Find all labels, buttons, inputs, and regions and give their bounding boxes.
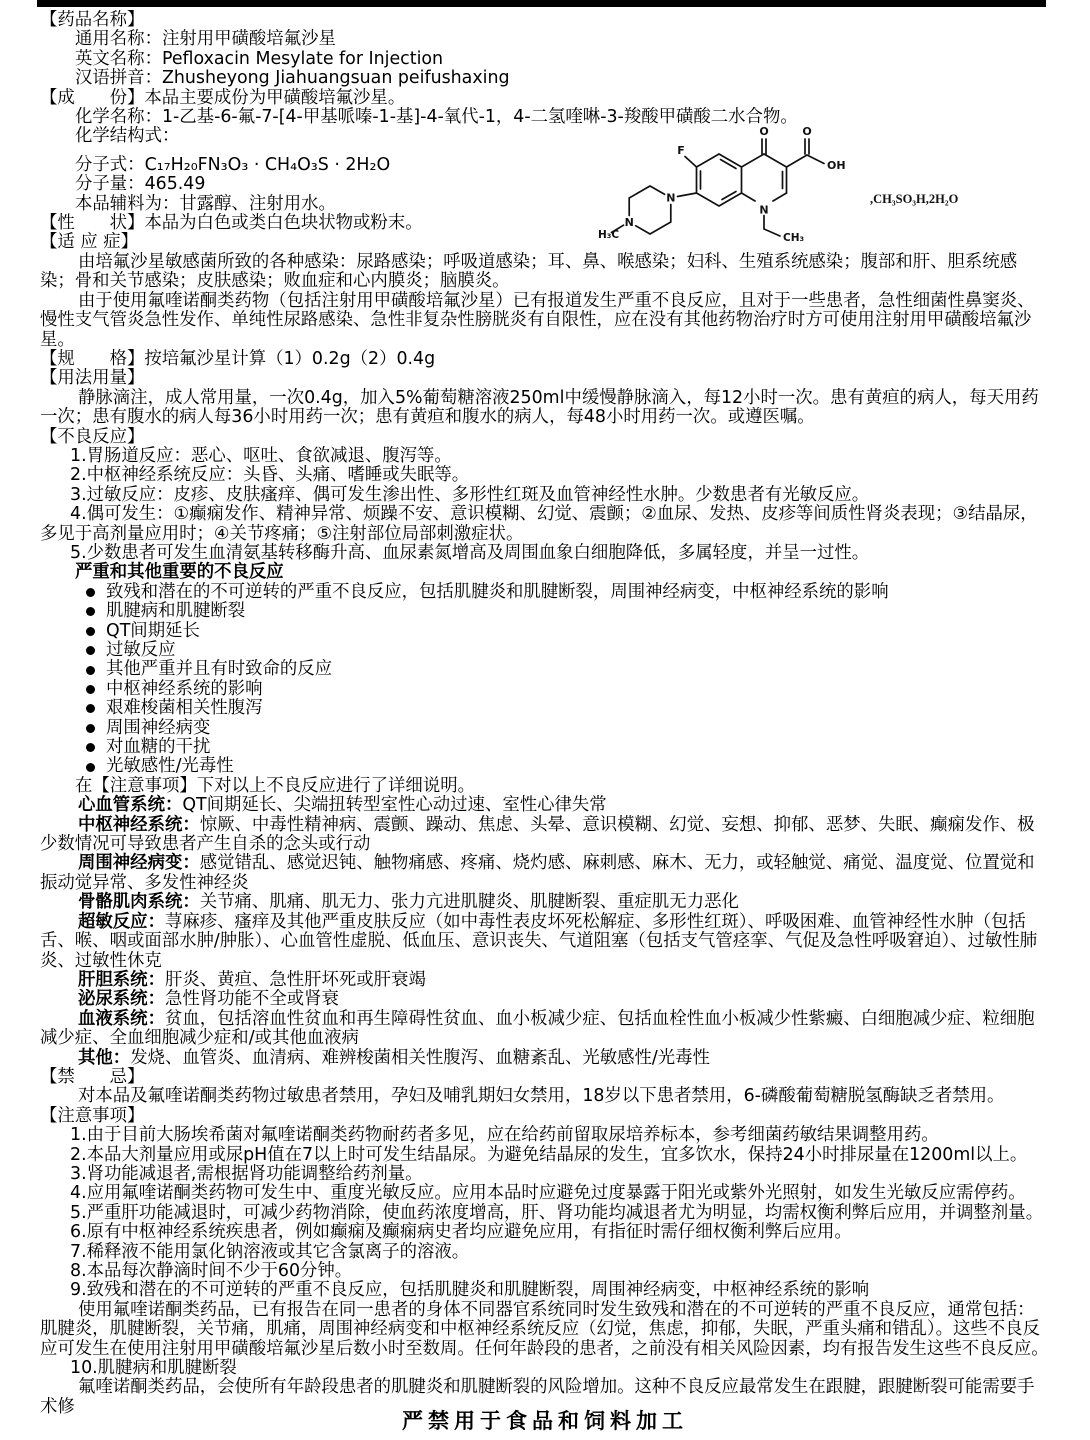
adr-bullet-item xyxy=(40,680,1050,699)
header-strength: 【规 格】按培氟沙星计算（1）0.2g（2）0.4g xyxy=(40,348,436,369)
precaution-item-9: 9.致残和潜在的不可逆转的严重不良反应，包括肌腱炎和肌腱断裂，周围神经病变，中枢神经系统的影响 xyxy=(70,1280,870,1301)
adr-bullet-item xyxy=(40,602,1050,621)
adr-system-text: 惊厥、中毒性精神病、震颤、躁动、焦虑、头晕、意识模糊、幻觉、妄想、抑郁、恶梦、失眠、癫痫发作、极少数情况可导致患者产生自杀的念头或行动 xyxy=(40,814,1035,855)
adr-bullet-text: 艰难梭菌相关性腹泻 xyxy=(106,698,263,719)
header-composition: 【成 份】本品主要成份为甲磺酸培氟沙星。 xyxy=(40,87,406,108)
adr-bullet-text: 中枢神经系统的影响 xyxy=(106,678,263,699)
adr-bullet-text: 致残和潜在的不可逆转的严重不良反应，包括肌腱炎和肌腱断裂，周围神经病变，中枢神经系统的影响 xyxy=(106,581,889,602)
line-generic-name: 通用名称：注射用甲磺酸培氟沙星 xyxy=(75,29,336,50)
adverse-item-3: 3.过敏反应：皮疹、皮肤瘙痒、偶可发生渗出性、多形性红斑及血管神经性水肿。少数患者有光敏反应。 xyxy=(70,484,870,505)
bullet-dot-icon xyxy=(86,627,95,636)
adr-bullet-text: 过敏反应 xyxy=(106,640,176,660)
header-contraindications: 【禁 忌】 xyxy=(40,1066,145,1087)
adr-system-label: 泌尿系统： xyxy=(78,989,165,1010)
bullet-dot-icon xyxy=(86,763,95,772)
top-rule xyxy=(37,0,1046,7)
header-indications: 【适 应 症】 xyxy=(40,232,139,253)
header-properties: 【性 状】本品为白色或类白色块状物或粉末。 xyxy=(40,213,423,234)
adr-system-paragraph-cns xyxy=(40,816,1050,855)
document-content xyxy=(40,11,1050,1417)
adr-system-label: 中枢神经系统： xyxy=(78,814,200,835)
adr-system-paragraph-urinary xyxy=(40,990,1050,1009)
bullet-dot-icon xyxy=(86,607,95,616)
line-structure-label: 化学结构式： xyxy=(75,126,180,147)
line-pinyin: 汉语拼音：Zhusheyong Jiahuangsuan peifushaxing xyxy=(75,68,510,89)
line-adr-note: 在【注意事项】下对以上不良反应进行了详细说明。 xyxy=(75,775,475,796)
atom-label-o1: O xyxy=(759,125,769,138)
adr-system-label: 其他： xyxy=(78,1047,131,1068)
bullet-dot-icon xyxy=(86,666,95,675)
atom-label-h3c: H₃C xyxy=(598,229,620,241)
adr-system-paragraph-blood xyxy=(40,1010,1050,1049)
adr-system-text: 感觉错乱、感觉迟钝、触物痛感、疼痛、烧灼感、麻刺感、麻木、无力，或轻触觉、痛觉、温度觉、位置觉和振动觉异常、多发性神经炎 xyxy=(40,853,1035,893)
header-adverse-reactions: 【不良反应】 xyxy=(40,426,145,447)
bullet-dot-icon xyxy=(86,588,95,597)
bullet-dot-icon xyxy=(86,743,95,752)
adverse-item-1: 1.胃肠道反应：恶心、呕吐、食欲减退、腹泻等。 xyxy=(70,445,452,466)
bullet-dot-icon xyxy=(86,704,95,713)
paragraph-indications-2: 由于使用氟喹诺酮类药物（包括注射用甲磺酸培氟沙星）已有报道发生严重不良反应，且对于一些患者，急性细菌性鼻窦炎、慢性支气管炎急性发作、单纯性尿路感染、急性非复杂性膀胱炎有自限性，应在没有其他药物治疗时方可使用注射用甲磺酸培氟沙星。 xyxy=(40,290,1035,350)
adr-system-paragraph-hepatobiliary xyxy=(40,971,1050,990)
paragraph-precaution-9-detail: 使用氟喹诺酮类药品，已有报告在同一患者的身体不同器官系统同时发生致残和潜在的不可逆转的严重不良反应，通常包括：肌腱炎，肌腱断裂，关节痛，肌痛，周围神经病变和中枢神经系统反应（幻觉，焦虑，抑郁，失眠，严重头痛和错乱）。这些不良反应可发生在使用注射用甲磺酸培氟沙星后数小时至数周。任何年龄段的患者，之前没有相关风险因素，均有报告发生这些不良反应。 xyxy=(40,1299,1049,1359)
adverse-item-4: 4.偶可发生：①癫痫发作、精神异常、烦躁不安、意识模糊、幻觉、震颤；②血尿、发热、皮疹等间质性肾炎表现；③结晶尿，多见于高剂量应用时；④关节疼痛；⑤注射部位局部刺激症状。 xyxy=(40,504,1038,544)
paragraph-dosage: 静脉滴注，成人常用量，一次0.4g，加入5%葡萄糖溶液250ml中缓慢静脉滴入，每12小时一次。患有黄疸的病人，每天用药一次；患有腹水的病人每36小时用药一次；患有黄疸和腹水的病人，每48小时用药一次。或遵医嘱。 xyxy=(40,387,1039,428)
adr-bullet-item xyxy=(40,719,1050,738)
adr-bullet-item xyxy=(40,583,1050,602)
atom-label-n2: N xyxy=(666,191,676,205)
precaution-item-5: 5.严重肝功能减退时，可减少药物消除，使血药浓度增高，肝、肾功能均减退者尤为明显，均需权衡利弊后应用，并调整剂量。 xyxy=(70,1202,1044,1223)
precaution-item-10: 10.肌腱病和肌腱断裂 xyxy=(70,1358,237,1379)
adr-bullet-item xyxy=(40,622,1050,641)
adr-bullet-text: QT间期延长 xyxy=(106,620,200,641)
atom-label-f: F xyxy=(677,144,685,157)
adr-bullet-item xyxy=(40,699,1050,718)
adr-system-label: 肝胆系统： xyxy=(78,969,165,990)
header-precautions: 【注意事项】 xyxy=(40,1105,145,1126)
mesylate-salt-formula: ,CH₃SO₃H,2H₂O xyxy=(870,192,959,206)
adr-system-label: 超敏反应： xyxy=(78,911,165,932)
adr-system-paragraph-cardiovascular xyxy=(40,796,1050,815)
adr-bullet-text: 肌腱病和肌腱断裂 xyxy=(106,601,246,622)
adr-system-text: 肝炎、黄疸、急性肝坏死或肝衰竭 xyxy=(164,969,426,990)
adr-system-text: 荨麻疹、瘙痒及其他严重皮肤反应（如中毒性表皮坏死松解症、多形性红斑）、呼吸困难、血管神经性水肿（包括舌、喉、咽或面部水肿/肿胀）、心血管性虚脱、低血压、意识丧失、气道阻塞（包括支气管痉挛、气促及急性呼吸窘迫）、过敏性肺炎、过敏性休克 xyxy=(40,911,1038,971)
precaution-item-3: 3.肾功能减退者,需根据肾功能调整给药剂量。 xyxy=(70,1163,423,1184)
adr-bullet-text: 光敏感性/光毒性 xyxy=(106,756,234,777)
adr-system-text: 关节痛、肌痛、肌无力、张力亢进肌腱炎、肌腱断裂、重症肌无力恶化 xyxy=(199,892,739,913)
bullet-dot-icon xyxy=(86,685,95,694)
precaution-item-4: 4.应用氟喹诺酮类药物可发生中、重度光敏反应。应用本品时应避免过度暴露于阳光或紫外光照射，如发生光敏反应需停药。 xyxy=(70,1183,1026,1204)
precaution-item-2: 2.本品大剂量应用或尿pH值在7以上时可发生结晶尿。为避免结晶尿的发生，宜多饮水，保持24小时排尿量在1200ml以上。 xyxy=(70,1144,1028,1165)
adr-system-label: 血液系统： xyxy=(78,1008,165,1029)
atom-label-oh: OH xyxy=(827,159,846,172)
line-english-name: 英文名称：Pefloxacin Mesylate for Injection xyxy=(75,48,444,69)
adr-bullet-text: 周围神经病变 xyxy=(106,717,211,738)
adverse-item-5: 5.少数患者可发生血清氨基转移酶升高、血尿素氮增高及周围血象白细胞降低，多属轻度，并呈一过性。 xyxy=(70,542,870,563)
adr-system-paragraph-hypersensitivity xyxy=(40,913,1050,971)
adverse-item-2: 2.中枢神经系统反应：头昏、头痛、嗜睡或失眠等。 xyxy=(70,465,470,486)
adr-bullet-item xyxy=(40,757,1050,776)
atom-label-n1: N xyxy=(759,203,769,217)
adr-system-paragraph-peripheral xyxy=(40,854,1050,893)
adr-bullet-item xyxy=(40,660,1050,679)
paragraph-indications-1: 由培氟沙星敏感菌所致的各种感染：尿路感染；呼吸道感染；耳、鼻、喉感染；妇科、生殖系统感染；腹部和肝、胆系统感染；骨和关节感染；皮肤感染；败血症和心内膜炎；脑膜炎。 xyxy=(40,251,1018,292)
adr-bullet-item xyxy=(40,641,1050,660)
bullet-dot-icon xyxy=(86,646,95,655)
adr-system-text: 贫血，包括溶血性贫血和再生障碍性贫血、血小板减少症、包括血栓性血小板减少性紫癜、白细胞减少症、粒细胞减少症、全血细胞减少症和/或其他血液病 xyxy=(40,1008,1035,1049)
precaution-item-1: 1.由于目前大肠埃希菌对氟喹诺酮类药物耐药者多见，应在给药前留取尿培养标本，参考细菌药敏结果调整用药。 xyxy=(70,1125,939,1146)
header-dosage: 【用法用量】 xyxy=(40,368,145,389)
adr-bullet-item xyxy=(40,738,1050,757)
adr-system-text: 发烧、血管炎、血清病、难辨梭菌相关性腹泻、血糖紊乱、光敏感性/光毒性 xyxy=(130,1047,710,1068)
atom-label-o2: O xyxy=(802,125,812,138)
adr-system-label: 周围神经病变： xyxy=(78,853,200,874)
adr-system-paragraph-musculoskeletal xyxy=(40,893,1050,912)
atom-label-ch3: CH₃ xyxy=(783,232,805,244)
serious-adr-title: 严重和其他重要的不良反应 xyxy=(75,562,284,583)
adr-system-paragraph-other xyxy=(40,1049,1050,1068)
paragraph-contraindications: 对本品及氟喹诺酮类药物过敏患者禁用，孕妇及哺乳期妇女禁用，18岁以下患者禁用，6-磷酸葡萄糖脱氢酶缺乏者禁用。 xyxy=(78,1086,1005,1107)
adr-system-text: QT间期延长、尖端扭转型室性心动过速、室性心律失常 xyxy=(182,795,607,816)
bullet-dot-icon xyxy=(86,724,95,733)
header-drug-name: 【药品名称】 xyxy=(40,10,145,30)
line-molecular-weight: 分子量：465.49 xyxy=(75,174,206,195)
adr-bullet-text: 其他严重并且有时致命的反应 xyxy=(106,659,333,680)
adr-system-label: 骨骼肌肉系统： xyxy=(78,892,200,913)
line-excipients: 本品辅料为：甘露醇、注射用水。 xyxy=(75,193,336,214)
line-chemical-name: 化学名称：1-乙基-6-氟-7-[4-甲基哌嗪-1-基]-4-氧代-1，4-二氢喹啉-3-羧酸甲磺酸二水合物。 xyxy=(75,107,798,128)
line-molecular-formula: 分子式：C₁₇H₂₀FN₃O₃ · CH₄O₃S · 2H₂O xyxy=(75,154,391,175)
footer-warning: 严禁用于食品和饲料加工 xyxy=(402,1408,688,1433)
precaution-item-7: 7.稀释液不能用氯化钠溶液或其它含氯离子的溶液。 xyxy=(70,1241,470,1262)
adr-bullet-text: 对血糖的干扰 xyxy=(106,737,211,758)
precaution-item-8: 8.本品每次静滴时间不少于60分钟。 xyxy=(70,1261,353,1281)
adr-system-text: 急性肾功能不全或肾衰 xyxy=(164,989,339,1010)
paragraph-precaution-10-detail: 氟喹诺酮类药品，会使所有年龄段患者的肌腱炎和肌腱断裂的风险增加。这种不良反应最常发生在跟腱，跟腱断裂可能需要手术修 xyxy=(40,1377,1035,1417)
precaution-item-6: 6.原有中枢神经系统疾患者，例如癫痫及癫痫病史者均应避免应用，有指征时需仔细权衡利弊后应用。 xyxy=(70,1222,852,1243)
adr-system-label: 心血管系统： xyxy=(78,795,183,816)
atom-label-n3: N xyxy=(624,216,634,229)
